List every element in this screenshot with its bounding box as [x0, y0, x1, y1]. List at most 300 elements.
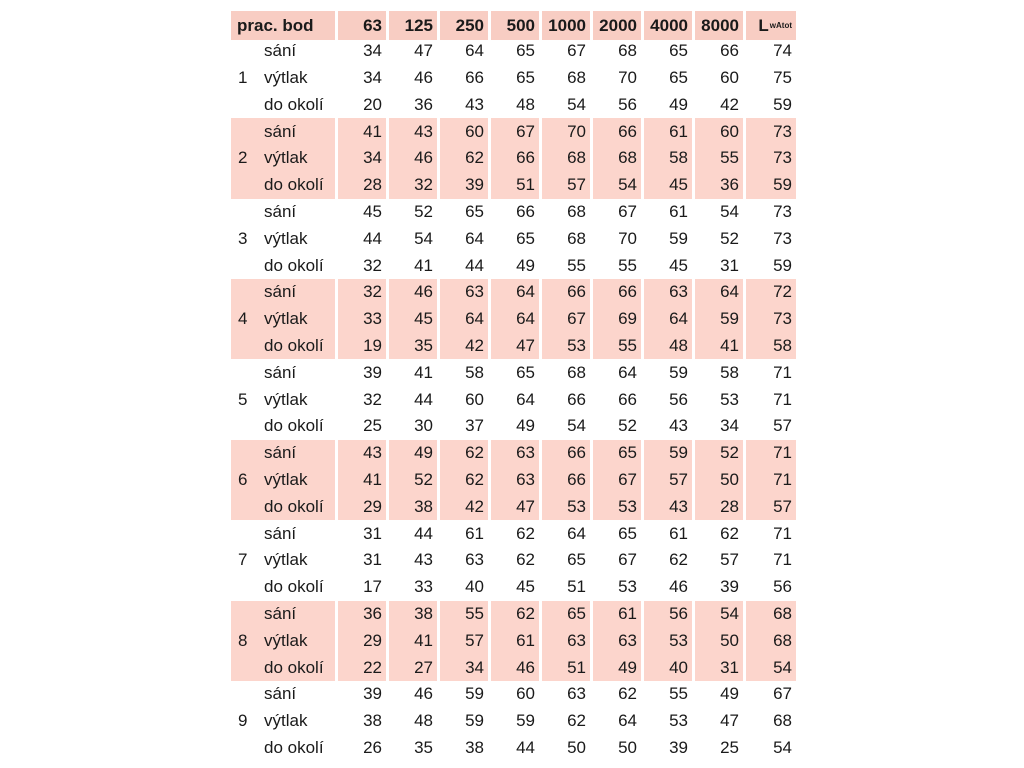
band-level-value: 46 — [414, 684, 433, 704]
band-level-value: 33 — [338, 306, 386, 333]
measurement-type: sání — [264, 523, 297, 543]
point-number: 1 — [238, 67, 248, 87]
row-label — [231, 547, 335, 574]
header-freq-125: 125 — [389, 11, 437, 40]
band-level-value: 25 — [720, 737, 739, 757]
measurement-type: výtlak — [264, 67, 308, 87]
measurement-type: sání — [264, 41, 297, 61]
band-level-value: 49 — [669, 94, 688, 114]
band-level-value: 55 — [669, 684, 688, 704]
band-level-value: 57 — [644, 467, 692, 494]
band-level-value: 70 — [618, 67, 637, 87]
row-label — [231, 252, 335, 279]
band-level-value: 62 — [516, 550, 535, 570]
band-level-value: 43 — [338, 440, 386, 467]
band-level-value: 22 — [338, 654, 386, 681]
band-level-value: 46 — [491, 654, 539, 681]
band-level-value: 61 — [669, 523, 688, 543]
point-number: 7 — [238, 550, 248, 570]
row-label — [231, 520, 335, 547]
band-level-value: 66 — [567, 389, 586, 409]
band-level-value: 60 — [465, 389, 484, 409]
band-level-value: 60 — [516, 684, 535, 704]
band-level-value: 54 — [567, 416, 586, 436]
band-level-value: 48 — [644, 333, 692, 360]
band-level-value: 53 — [618, 577, 637, 597]
measurement-type: sání — [264, 362, 297, 382]
band-level-value: 34 — [363, 41, 382, 61]
band-level-value: 57 — [440, 627, 488, 654]
measurement-type: výtlak — [264, 469, 308, 489]
band-level-value: 62 — [491, 601, 539, 628]
band-level-value: 55 — [440, 601, 488, 628]
band-level-value: 59 — [669, 362, 688, 382]
band-level-value: 65 — [516, 362, 535, 382]
band-level-value: 51 — [491, 172, 539, 199]
band-level-value: 62 — [618, 684, 637, 704]
band-level-value: 53 — [720, 389, 739, 409]
band-level-value: 68 — [618, 41, 637, 61]
band-level-value: 56 — [618, 94, 637, 114]
noise-level-table — [231, 11, 796, 761]
band-level-value: 28 — [695, 493, 743, 520]
band-level-value: 49 — [516, 416, 535, 436]
band-level-value: 65 — [669, 41, 688, 61]
band-level-value: 64 — [644, 306, 692, 333]
band-level-value: 55 — [593, 333, 641, 360]
band-level-value: 31 — [720, 255, 739, 275]
band-level-value: 63 — [567, 684, 586, 704]
total-level-value: 67 — [773, 684, 792, 704]
band-level-value: 62 — [440, 440, 488, 467]
band-level-value: 39 — [363, 684, 382, 704]
total-level-value: 71 — [773, 389, 792, 409]
band-level-value: 32 — [363, 389, 382, 409]
band-level-value: 53 — [593, 493, 641, 520]
band-level-value: 66 — [465, 67, 484, 87]
band-level-value: 48 — [516, 94, 535, 114]
total-level-value: 73 — [746, 145, 796, 172]
band-level-value: 67 — [542, 306, 590, 333]
band-level-value: 58 — [465, 362, 484, 382]
band-level-value: 65 — [516, 67, 535, 87]
band-level-value: 57 — [542, 172, 590, 199]
row-label — [231, 359, 335, 386]
band-level-value: 47 — [491, 493, 539, 520]
total-level-value: 57 — [773, 416, 792, 436]
header-freq-1000: 1000 — [542, 11, 590, 40]
band-level-value: 64 — [618, 362, 637, 382]
band-level-value: 50 — [695, 467, 743, 494]
total-level-value: 57 — [746, 493, 796, 520]
band-level-value: 65 — [567, 550, 586, 570]
point-number: 9 — [238, 711, 248, 731]
band-level-value: 53 — [644, 627, 692, 654]
measurement-type: do okolí — [264, 577, 324, 597]
band-level-value: 59 — [516, 711, 535, 731]
point-number: 3 — [238, 228, 248, 248]
band-level-value: 66 — [542, 279, 590, 306]
total-level-value: 71 — [746, 467, 796, 494]
row-label — [231, 654, 335, 681]
band-level-value: 34 — [720, 416, 739, 436]
band-level-value: 61 — [465, 523, 484, 543]
band-level-value: 62 — [720, 523, 739, 543]
band-level-value: 47 — [720, 711, 739, 731]
measurement-type: do okolí — [264, 496, 324, 516]
row-label — [231, 601, 335, 628]
total-level-value: 73 — [773, 201, 792, 221]
band-level-value: 68 — [542, 145, 590, 172]
band-level-value: 19 — [338, 333, 386, 360]
measurement-type: sání — [264, 443, 297, 463]
band-level-value: 63 — [593, 627, 641, 654]
header-point-label: prac. bod — [231, 11, 335, 40]
row-label — [231, 118, 335, 145]
band-level-value: 63 — [440, 279, 488, 306]
band-level-value: 42 — [720, 94, 739, 114]
band-level-value: 30 — [414, 416, 433, 436]
row-label — [231, 681, 335, 708]
band-level-value: 67 — [618, 550, 637, 570]
row-label — [231, 91, 335, 118]
band-level-value: 68 — [567, 201, 586, 221]
band-level-value: 67 — [618, 201, 637, 221]
band-level-value: 41 — [414, 362, 433, 382]
band-level-value: 55 — [567, 255, 586, 275]
total-level-value: 58 — [746, 333, 796, 360]
band-level-value: 59 — [644, 440, 692, 467]
band-level-value: 36 — [338, 601, 386, 628]
band-level-value: 69 — [593, 306, 641, 333]
band-level-value: 55 — [618, 255, 637, 275]
band-level-value: 66 — [618, 389, 637, 409]
total-level-value: 73 — [746, 118, 796, 145]
measurement-type: sání — [264, 201, 297, 221]
band-level-value: 60 — [695, 118, 743, 145]
total-level-value: 68 — [746, 627, 796, 654]
row-label — [231, 386, 335, 413]
band-level-value: 34 — [338, 145, 386, 172]
band-level-value: 45 — [669, 255, 688, 275]
row-label — [231, 735, 335, 762]
band-level-value: 51 — [542, 654, 590, 681]
row-label — [231, 65, 335, 92]
band-level-value: 45 — [644, 172, 692, 199]
band-level-value: 39 — [669, 737, 688, 757]
measurement-type: výtlak — [264, 309, 308, 329]
band-level-value: 62 — [669, 550, 688, 570]
total-level-value: 72 — [746, 279, 796, 306]
band-level-value: 41 — [338, 467, 386, 494]
band-level-value: 46 — [389, 145, 437, 172]
band-level-value: 36 — [695, 172, 743, 199]
band-level-value: 41 — [695, 333, 743, 360]
band-level-value: 54 — [720, 201, 739, 221]
total-level-value: 54 — [746, 654, 796, 681]
band-level-value: 59 — [695, 306, 743, 333]
band-level-value: 44 — [414, 389, 433, 409]
band-level-value: 61 — [491, 627, 539, 654]
total-level-value: 68 — [773, 711, 792, 731]
band-level-value: 62 — [567, 711, 586, 731]
band-level-value: 50 — [567, 737, 586, 757]
band-level-value: 20 — [363, 94, 382, 114]
band-level-value: 32 — [389, 172, 437, 199]
band-level-value: 45 — [516, 577, 535, 597]
band-level-value: 65 — [593, 440, 641, 467]
header-total-level — [746, 11, 796, 40]
band-level-value: 34 — [363, 67, 382, 87]
row-label — [231, 467, 335, 494]
band-level-value: 64 — [618, 711, 637, 731]
band-level-value: 52 — [414, 201, 433, 221]
row-label — [231, 440, 335, 467]
total-level-value: 73 — [773, 228, 792, 248]
band-level-value: 68 — [567, 228, 586, 248]
measurement-type: sání — [264, 121, 297, 141]
row-label — [231, 627, 335, 654]
row-label — [231, 225, 335, 252]
band-level-value: 33 — [414, 577, 433, 597]
band-level-value: 48 — [414, 711, 433, 731]
measurement-type: do okolí — [264, 335, 324, 355]
band-level-value: 65 — [669, 67, 688, 87]
total-level-value: 56 — [773, 577, 792, 597]
row-label — [231, 574, 335, 601]
row-label — [231, 145, 335, 172]
band-level-value: 63 — [465, 550, 484, 570]
band-level-value: 59 — [465, 684, 484, 704]
band-level-value: 68 — [593, 145, 641, 172]
band-level-value: 28 — [338, 172, 386, 199]
band-level-value: 35 — [414, 737, 433, 757]
band-level-value: 56 — [644, 601, 692, 628]
band-level-value: 64 — [465, 228, 484, 248]
band-level-value: 32 — [363, 255, 382, 275]
row-label — [231, 708, 335, 735]
band-level-value: 56 — [669, 389, 688, 409]
band-level-value: 29 — [338, 493, 386, 520]
band-level-value: 63 — [542, 627, 590, 654]
band-level-value: 31 — [695, 654, 743, 681]
measurement-type: sání — [264, 684, 297, 704]
band-level-value: 37 — [465, 416, 484, 436]
band-level-value: 57 — [720, 550, 739, 570]
band-level-value: 36 — [414, 94, 433, 114]
band-level-value: 65 — [516, 41, 535, 61]
total-level-value: 59 — [773, 94, 792, 114]
band-level-value: 66 — [593, 279, 641, 306]
band-level-value: 38 — [389, 493, 437, 520]
band-level-value: 49 — [593, 654, 641, 681]
measurement-type: sání — [264, 282, 297, 302]
band-level-value: 49 — [389, 440, 437, 467]
measurement-type: do okolí — [264, 416, 324, 436]
band-level-value: 65 — [618, 523, 637, 543]
band-level-value: 50 — [618, 737, 637, 757]
band-level-value: 54 — [593, 172, 641, 199]
band-level-value: 62 — [440, 145, 488, 172]
band-level-value: 66 — [542, 467, 590, 494]
band-level-value: 64 — [516, 389, 535, 409]
row-label — [231, 306, 335, 333]
row-label — [231, 493, 335, 520]
band-level-value: 63 — [644, 279, 692, 306]
band-level-value: 63 — [491, 467, 539, 494]
total-level-value: 75 — [773, 67, 792, 87]
band-level-value: 60 — [440, 118, 488, 145]
band-level-value: 58 — [720, 362, 739, 382]
measurement-type: výtlak — [264, 711, 308, 731]
band-level-value: 49 — [516, 255, 535, 275]
band-level-value: 49 — [720, 684, 739, 704]
measurement-type: výtlak — [264, 228, 308, 248]
measurement-type: výtlak — [264, 389, 308, 409]
band-level-value: 43 — [669, 416, 688, 436]
row-label — [231, 333, 335, 360]
band-level-value: 54 — [567, 94, 586, 114]
band-level-value: 47 — [491, 333, 539, 360]
measurement-type: do okolí — [264, 737, 324, 757]
row-label — [231, 199, 335, 226]
row-label — [231, 38, 335, 65]
total-level-value: 68 — [746, 601, 796, 628]
measurement-type: do okolí — [264, 657, 324, 677]
band-level-value: 44 — [465, 255, 484, 275]
band-level-value: 53 — [542, 333, 590, 360]
band-level-value: 41 — [414, 255, 433, 275]
band-level-value: 63 — [491, 440, 539, 467]
band-level-value: 53 — [669, 711, 688, 731]
band-level-value: 65 — [542, 601, 590, 628]
row-label — [231, 413, 335, 440]
band-level-value: 42 — [440, 493, 488, 520]
header-freq-500: 500 — [491, 11, 539, 40]
total-level-value: 71 — [773, 362, 792, 382]
band-level-value: 67 — [491, 118, 539, 145]
band-level-value: 62 — [516, 523, 535, 543]
total-level-value: 74 — [773, 41, 792, 61]
band-level-value: 58 — [644, 145, 692, 172]
band-level-value: 40 — [644, 654, 692, 681]
band-level-value: 61 — [669, 201, 688, 221]
band-level-value: 47 — [414, 41, 433, 61]
band-level-value: 66 — [491, 145, 539, 172]
band-level-value: 66 — [542, 440, 590, 467]
band-level-value: 35 — [389, 333, 437, 360]
point-number: 2 — [238, 148, 248, 168]
band-level-value: 62 — [440, 467, 488, 494]
header-freq-4000: 4000 — [644, 11, 692, 40]
header-freq-8000: 8000 — [695, 11, 743, 40]
point-number: 6 — [238, 469, 248, 489]
band-level-value: 52 — [389, 467, 437, 494]
band-level-value: 59 — [669, 228, 688, 248]
band-level-value: 40 — [465, 577, 484, 597]
band-level-value: 38 — [363, 711, 382, 731]
measurement-type: výtlak — [264, 550, 308, 570]
band-level-value: 64 — [491, 279, 539, 306]
point-number: 8 — [238, 630, 248, 650]
band-level-value: 54 — [414, 228, 433, 248]
band-level-value: 52 — [618, 416, 637, 436]
measurement-type: do okolí — [264, 94, 324, 114]
band-level-value: 68 — [567, 362, 586, 382]
band-level-value: 66 — [720, 41, 739, 61]
band-level-value: 38 — [465, 737, 484, 757]
total-level-value: 71 — [773, 523, 792, 543]
band-level-value: 42 — [440, 333, 488, 360]
point-number: 4 — [238, 309, 248, 329]
band-level-value: 39 — [720, 577, 739, 597]
band-level-value: 46 — [389, 279, 437, 306]
measurement-type: do okolí — [264, 255, 324, 275]
header-freq-63: 63 — [338, 11, 386, 40]
band-level-value: 26 — [363, 737, 382, 757]
band-level-value: 66 — [593, 118, 641, 145]
band-level-value: 31 — [363, 523, 382, 543]
band-level-value: 46 — [669, 577, 688, 597]
band-level-value: 41 — [389, 627, 437, 654]
band-level-value: 55 — [695, 145, 743, 172]
point-number: 5 — [238, 389, 248, 409]
header-total-label: L — [758, 15, 769, 35]
band-level-value: 70 — [542, 118, 590, 145]
band-level-value: 54 — [695, 601, 743, 628]
row-label — [231, 172, 335, 199]
band-level-value: 50 — [695, 627, 743, 654]
band-level-value: 52 — [695, 440, 743, 467]
band-level-value: 64 — [567, 523, 586, 543]
band-level-value: 64 — [695, 279, 743, 306]
band-level-value: 68 — [567, 67, 586, 87]
band-level-value: 51 — [567, 577, 586, 597]
total-level-value: 59 — [773, 255, 792, 275]
band-level-value: 53 — [542, 493, 590, 520]
band-level-value: 70 — [618, 228, 637, 248]
measurement-type: do okolí — [264, 175, 324, 195]
band-level-value: 59 — [465, 711, 484, 731]
band-level-value: 67 — [567, 41, 586, 61]
band-level-value: 65 — [465, 201, 484, 221]
measurement-type: výtlak — [264, 148, 308, 168]
band-level-value: 45 — [389, 306, 437, 333]
band-level-value: 43 — [465, 94, 484, 114]
band-level-value: 31 — [363, 550, 382, 570]
total-level-value: 71 — [746, 440, 796, 467]
header-freq-250: 250 — [440, 11, 488, 40]
band-level-value: 39 — [440, 172, 488, 199]
band-level-value: 61 — [644, 118, 692, 145]
band-level-value: 44 — [363, 228, 382, 248]
band-level-value: 39 — [363, 362, 382, 382]
band-level-value: 61 — [593, 601, 641, 628]
band-level-value: 41 — [338, 118, 386, 145]
header-freq-2000: 2000 — [593, 11, 641, 40]
band-level-value: 67 — [593, 467, 641, 494]
band-level-value: 52 — [720, 228, 739, 248]
band-level-value: 43 — [414, 550, 433, 570]
band-level-value: 44 — [414, 523, 433, 543]
band-level-value: 45 — [363, 201, 382, 221]
band-level-value: 44 — [516, 737, 535, 757]
band-level-value: 43 — [644, 493, 692, 520]
band-level-value: 17 — [363, 577, 382, 597]
band-level-value: 65 — [516, 228, 535, 248]
total-level-value: 73 — [746, 306, 796, 333]
measurement-type: výtlak — [264, 630, 308, 650]
